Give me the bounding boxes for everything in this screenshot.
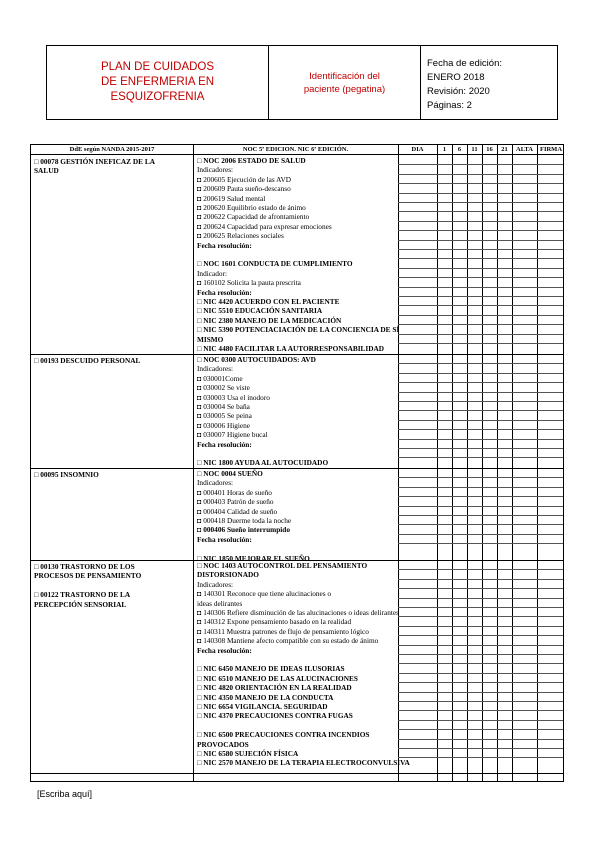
col-header-day-16: 16	[486, 146, 493, 153]
plan-line: □ NIC 6450 MANEJO DE IDEAS ILUSORIAS	[197, 664, 345, 674]
plan-line: ◘ 030003 Usa el inodoro	[197, 392, 270, 402]
edition-date-label: Fecha de edición:	[427, 58, 502, 69]
grid-line	[398, 439, 563, 440]
grid-line	[398, 211, 563, 212]
grid-line	[398, 635, 563, 636]
header-divider	[31, 154, 563, 155]
plan-line: ◘ 140301 Reconoce que tiene alucinaciones o	[197, 589, 332, 599]
diagnosis-label: □ 00122 TRASTORNO DE LA	[34, 590, 131, 600]
plan-line: PROVOCADOS	[197, 739, 249, 749]
plan-title-line: ESQUIZOFRENIA	[110, 91, 205, 103]
plan-line: MISMO	[197, 334, 224, 344]
plan-line: □ NIC 1800 AYUDA AL AUTOCUIDADO	[197, 458, 329, 468]
grid-line	[398, 616, 563, 617]
plan-line: ◘ 000406 Sueño interrumpido	[197, 525, 290, 535]
plan-line: ◘ 200605 Ejecución de las AVD	[197, 174, 292, 184]
plan-line: Fecha resolución:	[197, 287, 252, 297]
grid-line	[398, 607, 563, 608]
grid-line	[398, 429, 563, 430]
grid-line	[398, 296, 563, 297]
plan-line: ◘ 030007 Higiene bucal	[197, 430, 268, 440]
grid-line	[398, 392, 563, 393]
plan-line: Indicadores:	[197, 478, 234, 488]
pages-label: Páginas: 2	[427, 100, 472, 111]
plan-line: □ NIC 4370 PRECAUCIONES CONTRA FUGAS	[197, 711, 353, 721]
grid-line	[398, 457, 563, 458]
col-header-nanda: DdE según NANDA 2015-2017	[69, 146, 155, 153]
plan-line: □ NIC 5390 POTENCIACIACIÓN DE LA CONCIENCIA DE SÍ	[197, 325, 400, 335]
plan-line: □ NIC 6500 PRECAUCIONES CONTRA INCENDIOS	[197, 730, 370, 740]
grid-line	[398, 477, 563, 478]
diagnosis-label: □ 00130 TRASTORNO DE LOS	[34, 562, 135, 571]
grid-line	[398, 305, 563, 306]
grid-line	[398, 682, 563, 683]
grid-line	[398, 626, 563, 627]
grid-line	[398, 258, 563, 259]
grid-line	[398, 420, 563, 421]
col-header-alta: ALTA	[516, 146, 533, 153]
plan-line: ◘ 000404 Calidad de sueño	[197, 506, 278, 516]
grid-line	[398, 334, 563, 335]
plan-line: □ NIC 2570 MANEJO DE LA TERAPIA ELECTROCONVULSIVA	[197, 758, 410, 768]
plan-line: □ NIC 6510 MANEJO DE LAS ALUCINACIONES	[197, 673, 358, 683]
patient-id-box	[269, 46, 421, 119]
plan-line: Indicador:	[197, 268, 227, 278]
plan-line: Fecha resolución:	[197, 645, 252, 655]
plan-line: □ NIC 4420 ACUERDO CON EL PACIENTE	[197, 297, 340, 306]
plan-line: ◘ 030002 Se viste	[197, 383, 250, 393]
plan-line: ◘ 200609 Pauta sueño-descanso	[197, 184, 291, 194]
plan-line: □ NOC 0004 SUEÑO	[197, 469, 263, 478]
grid-line	[398, 524, 563, 525]
grid-line	[398, 515, 563, 516]
plan-line: Fecha resolución:	[197, 439, 252, 449]
plan-line: □ NIC 2380 MANEJO DE LA MEDICACIÓN	[197, 315, 342, 325]
care-plan-table	[30, 144, 564, 782]
plan-line: ◘ 000401 Horas de sueño	[197, 487, 272, 497]
plan-line: ◘ 160102 Solicita la pauta prescrita	[197, 278, 301, 288]
plan-line: ◘ 000418 Duerme toda la noche	[197, 516, 292, 525]
grid-line	[398, 373, 563, 374]
grid-line	[398, 673, 563, 674]
col-header-day-6: 6	[457, 146, 462, 153]
plan-line: □ NIC 6654 VIGILANCIA. SEGURIDAD	[197, 702, 328, 711]
plan-line: Fecha resolución:	[197, 240, 252, 250]
plan-line: Indicadores:	[197, 165, 234, 175]
revision-label: Revisión: 2020	[427, 86, 490, 97]
grid-line	[398, 183, 563, 184]
plan-line: ◘ 030004 Se baña	[197, 402, 250, 411]
grid-line	[398, 569, 563, 570]
plan-line: □ NOC 1601 CONDUCTA DE CUMPLIMIENTO	[197, 259, 353, 269]
grid-line	[398, 249, 563, 250]
grid-line	[398, 579, 563, 580]
plan-line: Indicadores:	[197, 364, 234, 374]
diagnosis-label: PERCEPCIÓN SENSORIAL	[34, 599, 127, 609]
grid-line	[398, 193, 563, 194]
plan-title-line: DE ENFERMERIA EN	[100, 76, 215, 88]
grid-line	[398, 174, 563, 175]
grid-line	[398, 324, 563, 325]
plan-line: ◘ 200622 Capacidad de afrontamiento	[197, 212, 310, 222]
plan-line: □ NIC 4350 MANEJO DE LA CONDUCTA	[197, 692, 334, 702]
col-header-day-11: 11	[471, 146, 478, 153]
grid-line	[398, 720, 563, 721]
grid-line	[398, 221, 563, 222]
footer-placeholder: [Escriba aquí]	[37, 789, 93, 799]
grid-line	[398, 410, 563, 411]
diagnosis-label: □ 00193 DESCUIDO PERSONAL	[34, 356, 141, 365]
edition-date-value: ENERO 2018	[427, 72, 485, 83]
plan-line: ◘ 200620 Equilibrio estado de ánimo	[197, 203, 306, 212]
document-header	[46, 45, 558, 120]
plan-line: □ NIC 4820 ORIENTACIÓN EN LA REALIDAD	[197, 683, 352, 693]
grid-line	[398, 588, 563, 589]
plan-line: ◘ 200625 Relaciones sociales	[197, 231, 284, 241]
plan-line: □ NOC 2006 ESTADO DE SALUD	[197, 156, 306, 165]
plan-line: ◘ 140311 Muestra patrones de flujo de pensamiento lógico	[197, 626, 369, 636]
diagnosis-label: □ 00078 GESTIÓN INEFICAZ DE LA	[34, 157, 155, 166]
column-divider	[193, 145, 194, 781]
plan-line: ◘ 000403 Patrón de sueño	[197, 497, 274, 507]
grid-line	[398, 663, 563, 664]
plan-title	[47, 46, 269, 119]
plan-line: ◘ 140312 Expone pensamiento basado en la realidad	[197, 617, 352, 627]
col-header-day-1: 1	[442, 146, 447, 153]
edition-info	[421, 46, 557, 119]
section-divider	[31, 468, 563, 469]
col-header-dia: DIA	[411, 146, 424, 153]
grid-line	[398, 343, 563, 344]
grid-line	[398, 240, 563, 241]
grid-line	[398, 401, 563, 402]
grid-line	[398, 654, 563, 655]
grid-line	[398, 701, 563, 702]
plan-line: DISTORSIONADO	[197, 570, 259, 580]
plan-line: □ NIC 1850 MEJORAR EL SUEÑO	[197, 553, 310, 563]
plan-line: □ NIC 4480 FACILITAR LA AUTORRESPONSABILIDAD	[197, 344, 385, 353]
grid-line	[398, 382, 563, 383]
plan-line: ideas delirantes	[197, 598, 243, 608]
grid-line	[398, 598, 563, 599]
plan-line: □ NOC 1403 AUTOCONTROL DEL PENSAMIENTO	[197, 561, 368, 570]
plan-line: □ NIC 6580 SUJECIÓN FÍSICA	[197, 749, 299, 758]
grid-line	[398, 230, 563, 231]
plan-line: Fecha resolución:	[197, 534, 252, 544]
grid-line	[398, 534, 563, 535]
grid-line	[398, 487, 563, 488]
grid-line	[398, 363, 563, 364]
plan-line: ◘ 200624 Capacidad para expresar emociones	[197, 221, 332, 231]
grid-line	[398, 277, 563, 278]
grid-line	[398, 692, 563, 693]
grid-line	[398, 164, 563, 165]
grid-line	[398, 268, 563, 269]
plan-line: □ NOC 0300 AUTOCUIDADOS: AVD	[197, 355, 316, 364]
grid-line	[398, 739, 563, 740]
grid-line	[398, 448, 563, 449]
grid-line	[398, 202, 563, 203]
plan-line: ◘ 030006 Higiene	[197, 420, 251, 430]
grid-line	[398, 757, 563, 758]
grid-line	[398, 748, 563, 749]
plan-line: ◘ 030001Come	[197, 373, 243, 383]
patient-id-label: Identificación del	[309, 70, 380, 82]
plan-line: ◘ 140308 Mantiene afecto compatible con su estado de ánimo	[197, 636, 379, 646]
grid-line	[398, 710, 563, 711]
plan-line: ◘ 200619 Salud mental	[197, 193, 266, 203]
plan-line: □ NIC 5510 EDUCACIÓN SANITARIA	[197, 306, 323, 316]
grid-line	[398, 543, 563, 544]
col-header-noc-nic: NOC 5ª EDICION. NIC 6ª EDICIÓN.	[242, 146, 349, 153]
col-header-day-21: 21	[501, 146, 508, 153]
grid-line	[398, 496, 563, 497]
grid-line	[398, 315, 563, 316]
diagnosis-label: □ 00095 INSOMNIO	[34, 470, 99, 479]
grid-line	[398, 645, 563, 646]
grid-line	[398, 506, 563, 507]
col-header-firma: FIRMA	[539, 146, 563, 153]
patient-id-label: paciente (pegatina)	[303, 83, 386, 95]
grid-line	[398, 287, 563, 288]
plan-title-line: PLAN DE CUIDADOS	[100, 61, 215, 73]
plan-line: ◘ 030005 Se peina	[197, 411, 252, 421]
diagnosis-label: PROCESOS DE PENSAMIENTO	[34, 571, 142, 581]
grid-line	[398, 729, 563, 730]
plan-line: Indicadores:	[197, 579, 234, 589]
diagnosis-label: SALUD	[34, 166, 59, 176]
section-divider	[31, 773, 563, 774]
plan-line: ◘ 140306 Refiere disminución de las alucinaciones o ideas delirantes	[197, 608, 399, 617]
